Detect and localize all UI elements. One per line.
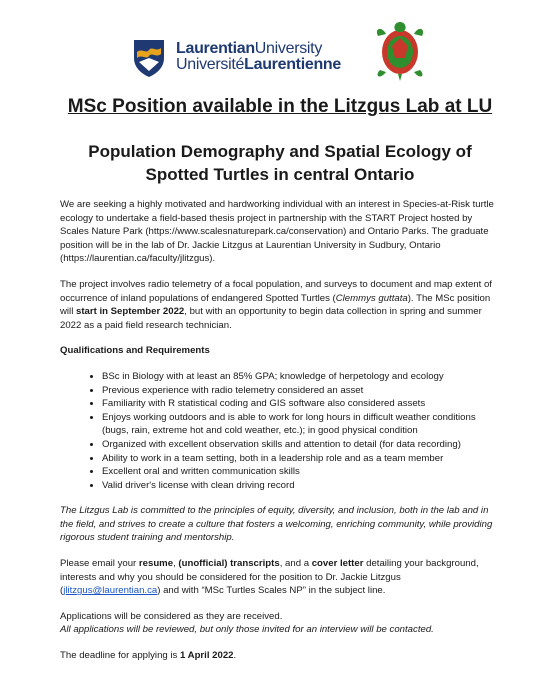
- project-paragraph: [60, 278, 502, 332]
- apply-text-b: ,: [173, 558, 179, 570]
- laurentian-wordmark: [176, 41, 341, 73]
- lu-name-en-b: University: [254, 40, 323, 57]
- lu-name-fr-a: Université: [176, 56, 245, 73]
- qualifications-heading: Qualifications and Requirements: [60, 345, 210, 357]
- apply-text-c: , and a: [279, 558, 312, 570]
- consideration-note: Applications will be considered as they are received.: [60, 610, 283, 622]
- project-title-line1: Population Demography and Spatial Ecology of: [88, 142, 472, 161]
- application-instructions: [60, 557, 502, 598]
- list-item: • BSc in Biology with at least an 85% GPA; knowledge of herpetology and ecology: [102, 370, 502, 384]
- posting-title: MSc Position available in the Litzgus Lab at LU: [67, 96, 493, 117]
- transcripts-label: (unofficial) transcripts: [178, 558, 280, 570]
- lu-name-en-a: Laurentian: [176, 40, 255, 57]
- resume-label: resume: [138, 558, 174, 570]
- intro-paragraph: We are seeking a highly motivated and hardworking individual with an interest in Species-at-Risk turtle ecology to undertake a field-based thesis project in partnership with the START Project hosted by Scales Nature Park (https://www.scalesnaturepark.ca/conservation) and Ontario Parks. The graduate position will be in the lab of Dr. Jackie Litzgus at Laurentian University in Sudbury, Ontario (https://laurentian.ca/faculty/jlitzgus).: [60, 199, 494, 265]
- email-link[interactable]: jlitzgus@laurentian.ca: [63, 585, 158, 597]
- turtle-logo-icon: [372, 18, 428, 82]
- apply-text-d: detailing your background, interests and why you should be considered for the position to Dr. Jackie Litzgus (: [60, 558, 479, 597]
- project-text-c: , but with an opportunity to begin data collection in spring and summer 2022 as a paid field research technician.: [60, 306, 482, 331]
- project-title: [60, 140, 500, 186]
- start-date: start in September 2022: [76, 306, 185, 318]
- list-item: • Familiarity with R statistical coding and GIS software also considered assets: [102, 397, 502, 411]
- apply-text-e: ) and with “MSc Turtles Scales NP” in the subject line.: [157, 585, 386, 597]
- apply-text-a: Please email your: [60, 558, 139, 570]
- deadline-period: .: [233, 650, 237, 662]
- deadline-text: The deadline for applying is: [60, 650, 180, 662]
- list-item: • Previous experience with radio telemetry considered an asset: [102, 384, 502, 398]
- equity-statement: The Litzgus Lab is committed to the principles of equity, diversity, and inclusion, both in the lab and in the field, and strives to create a culture that fosters a welcoming, enriching community, while providing rigorous student training and mentorship.: [60, 505, 493, 544]
- list-item: • Enjoys working outdoors and is able to work for long hours in difficult weather conditions (bugs, rain, extreme hot and cold weather, etc.); in good physical condition: [102, 411, 502, 438]
- project-text-a: The project involves radio telemetry of a focal population, and surveys to document and map extent of occurrence of inland populations of endangered Spotted Turtles (: [60, 278, 492, 304]
- posting-body: [60, 198, 502, 675]
- deadline-date: 1 April 2022: [180, 650, 234, 662]
- qualifications-list: [60, 370, 502, 492]
- list-item: • Excellent oral and written communication skills: [102, 465, 502, 479]
- species-name: Clemmys guttata: [335, 292, 408, 304]
- deadline-line: [60, 649, 502, 663]
- laurentian-shield-icon: [132, 38, 166, 78]
- list-item: • Valid driver's license with clean driving record: [102, 479, 502, 493]
- header-logos: [0, 18, 560, 88]
- project-text-b: ). The MSc position will: [60, 292, 491, 318]
- review-note: All applications will be reviewed, but only those invited for an interview will be contacted.: [60, 624, 434, 636]
- project-title-line2: Spotted Turtles in central Ontario: [145, 165, 415, 184]
- laurentian-university-logo: [132, 38, 352, 78]
- list-item: • Ability to work in a team setting, both in a leadership role and as a team member: [102, 452, 502, 466]
- lu-name-fr-b: Laurentienne: [244, 56, 342, 73]
- list-item: • Organized with excellent observation skills and attention to detail (for data recording): [102, 438, 502, 452]
- cover-letter-label: cover letter: [311, 558, 364, 570]
